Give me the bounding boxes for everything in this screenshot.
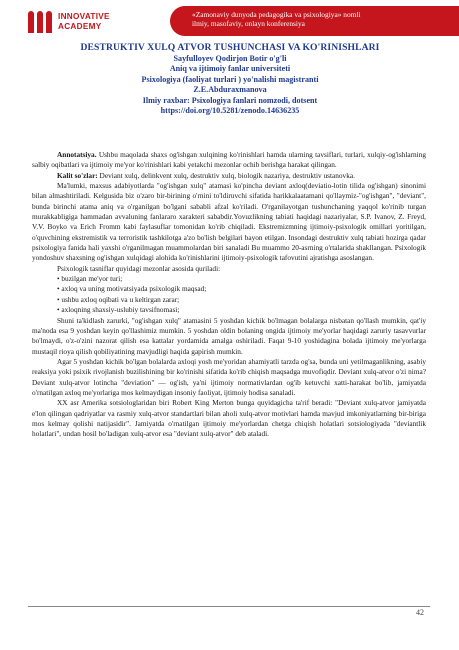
- bullet-item: • axloq va uning motivatsiyada psixologik maqsad;: [57, 284, 207, 294]
- conference-banner: [170, 6, 459, 36]
- doi-link[interactable]: https://doi.org/10.5281/zenodo.14636235: [160, 106, 300, 116]
- page-number: 42: [416, 608, 424, 617]
- page-footer: [28, 606, 430, 617]
- university-name: Aniq va ijtimoiy fanlar universiteti: [169, 64, 291, 74]
- supervisor: Ilmiy raxbar: Psixologiya fanlari nomzodi, dotsent: [142, 95, 318, 105]
- article-title: DESTRUKTIV XULQ ATVOR TUSHUNCHASI VA KO'RINISHLARI: [80, 42, 380, 53]
- abstract-label: Annotatsiya.: [57, 150, 97, 159]
- bullet-item: • axloqning shaxsiy-uslubiy tavsifnomasi;: [57, 305, 180, 315]
- program-name: Psixologiya (faoliyat turlari ) yo'nalishi magistranti: [141, 74, 319, 84]
- bullet-item: • buzilgan me'yor turi;: [57, 274, 123, 284]
- keywords-label: Kalit so'zlar:: [57, 170, 98, 180]
- page-header: [0, 0, 459, 40]
- footer-divider: [28, 606, 430, 607]
- bullet-item: • ushbu axloq oqibati va u keltirgan zarar;: [57, 294, 180, 304]
- second-author: Z.E.Abduraxmanova: [193, 85, 267, 95]
- keywords-text: Deviant xulq, delinkvent xulq, destruktiv xulq, biologik nazariya, destruktiv ustanovka.: [97, 170, 355, 180]
- article-body: [32, 150, 426, 440]
- abstract-text: Ushbu maqolada shaxs og'ishgan xulqining ko'rinishlari hamda ularning tavsiflari, turlari, xulqiy-og'ishlarning salbiy oqibatlari va ijtimoiy me'yor ko'rinishlari kabi yetakchi mezonlar ochib berishga harakat qilingan.: [32, 150, 426, 170]
- paragraph-3: Agar 5 yoshdan kichik bo'lgan bolalarda axloqi yosh me'yoridan ahamiyatli tarzda og'sa, bunda uni yetilmaganlikning, asabiy reaksiya yoki psixik rivojlanish buzilishining bir ko'rinishi sifatida ko'rib chiqish maqsadga muvofiqdir. Deviant xulq-atvor o'zi nima? Deviant xulq-atvor lotincha "deviation" — og'ish, ya'ni ijtimoiy normativlardan og'ib ketuvchi xatti-harakat bo'lib, jamiyatda o'rnatilgan axloq me'yorlariga mos kelmaydigan insoniy faoliyat, ijtimoiy hodisa sanaladi.: [32, 356, 426, 397]
- logo-line-1: INNOVATIVE: [58, 12, 110, 21]
- paragraph-4: XX asr Amerika sotsiologlaridan biri Robert King Merton bunga quyidagicha ta'rif beradi: "Deviant xulq-atvor jamiyatda e'lon qilingan qadriyatlar va rasmiy xulq-atvor standartlari bilan aholi xulq-atvor motivlari hamda mavjud imkoniyatlarning bir-biriga mos kelmay qolishi natijasidir". Jamiyatda o'rnatilgan ijtimoiy me'yorlardan chetga chiqish holatlari sotsiologiyada "deviantlik holatlari", undan hosil bo'ladigan xulq-atvor esa "deviant xulq-atvor" deb ataladi.: [32, 398, 426, 439]
- author-name: Sayfulloyev Qodirjon Botir o'g'li: [173, 53, 287, 63]
- list-intro: Psixologik tasniflar quyidagi mezonlar asosida quriladi:: [57, 263, 221, 273]
- innovative-academy-logo: [28, 11, 158, 35]
- banner-line-2: ilmiy, masofaviy, onlayn konferensiya: [192, 19, 305, 28]
- abstract-paragraph: [32, 150, 426, 171]
- keywords-paragraph: [32, 171, 426, 181]
- logo-mark-icon: [28, 11, 54, 33]
- paragraph-2: Shuni ta'kidlash zarurki, "og'ishgan xulq" atamasini 5 yoshdan kichik bo'lmagan bolalarga nisbatan qo'llash mumkin, qat'iy ma'noda esa 9 yoshdan keyin qo'llashimiz mumkin. 5 yoshdan oldin bolaning ongida ijtimoiy me'yorlar haqidagi zaruriy tasavvurlar bo'lmaydi, o'z-o'zini nazorat qilish esa kattalar yordamida amalga oshiriladi. Faqat 9-10 yoshidagina bolada ijtimoiy me'yorlarga mustaqil rioya qilish qobiliyatining mavjudligi haqida gapirish mumkin.: [32, 315, 426, 356]
- article-title-block: [30, 42, 430, 117]
- logo-line-2: ACADEMY: [58, 21, 102, 31]
- paragraph-1: Ma'lumki, maxsus adabiyotlarda "og'ishgan xulq" atamasi ko'pincha deviant axloq(deviatio-lotin tilida og'ishgan) sinonimi bilan almashtiriladi. Kelgusida biz o'zaro bir-birining o'rnini to'ldiruvchi sifatida harikkalaatamani qo'llaymiz-"og'ishgan", "deviant", bunda birinchi atama aniq va o'rganilgan bo'lgani sababli afzal ko'riladi. O'rganilayotgan tushunchaning yaqqol ko'rinib turgan murakkabligiga hammadan avvaluning fanlararo xarakteri sababdir.Yovuzlikning tabiati haqidagi nazariyalar, S.P. Ivanov, Z. Freyd, V.V. Boyko va Erich Fromm kabi faylasuflar tomonidan ko'rib chiqiladi. Ekstremizmning ijtimoiy-psixologik omillari yoritilgan, o'quvchining ekstremistik va terroristik tashkilotga a'zo bo'lish belgilari bayon etilgan. Insondagi destruktiv xulq tabiati hozirga qadar psixologiya fanida hali yaxshi o'rganilmagan muammolardan biri sanaladi Bu muammo 20-asrning o'rtalarida shakllangan. Psixologik yondoshuv shaxsning og'ishgan xulqidagi alohida ko'rinishlarini ijtimoiy-psixologik tafovutini ajratishga asoslangan.: [32, 181, 426, 263]
- banner-line-1: «Zamonaviy dunyoda pedagogika va psixologiya» nomli: [192, 10, 361, 19]
